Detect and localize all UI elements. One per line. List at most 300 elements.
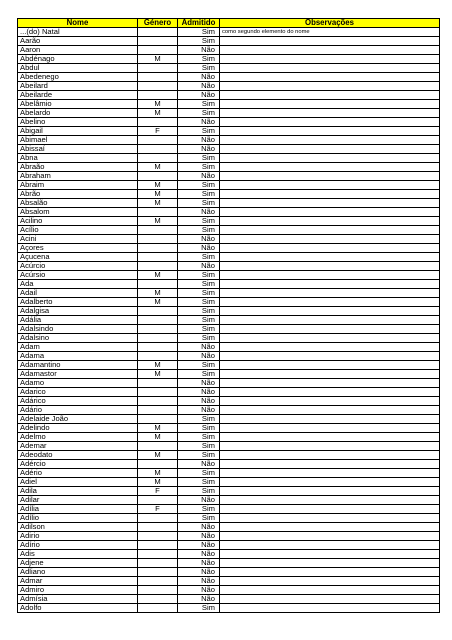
table-row: [18, 334, 440, 343]
cell-genero: M: [138, 100, 178, 109]
table-row: [18, 478, 440, 487]
cell-observacoes: [220, 325, 440, 334]
cell-admitido: Sim: [178, 154, 220, 163]
cell-observacoes: [220, 433, 440, 442]
cell-observacoes: [220, 370, 440, 379]
cell-genero: M: [138, 478, 178, 487]
cell-admitido: Sim: [178, 451, 220, 460]
cell-admitido: Sim: [178, 55, 220, 64]
cell-genero: F: [138, 487, 178, 496]
table-row: [18, 181, 440, 190]
cell-nome: Abdul: [18, 64, 138, 73]
table-row: [18, 199, 440, 208]
cell-genero: [138, 253, 178, 262]
cell-genero: M: [138, 433, 178, 442]
cell-observacoes: [220, 487, 440, 496]
cell-observacoes: [220, 469, 440, 478]
cell-admitido: Sim: [178, 478, 220, 487]
table-row: [18, 37, 440, 46]
cell-observacoes: [220, 352, 440, 361]
cell-observacoes: [220, 235, 440, 244]
names-table: [17, 18, 440, 613]
cell-observacoes: [220, 550, 440, 559]
cell-genero: [138, 235, 178, 244]
table-row: [18, 559, 440, 568]
cell-observacoes: [220, 415, 440, 424]
cell-nome: Abna: [18, 154, 138, 163]
cell-genero: [138, 406, 178, 415]
cell-genero: M: [138, 181, 178, 190]
cell-observacoes: [220, 334, 440, 343]
cell-genero: [138, 415, 178, 424]
cell-nome: Adjene: [18, 559, 138, 568]
cell-nome: Adamantino: [18, 361, 138, 370]
cell-genero: [138, 325, 178, 334]
table-row: [18, 424, 440, 433]
cell-admitido: Não: [178, 262, 220, 271]
cell-admitido: Sim: [178, 199, 220, 208]
table-row: [18, 496, 440, 505]
cell-observacoes: [220, 604, 440, 613]
cell-admitido: Não: [178, 235, 220, 244]
table-row: [18, 118, 440, 127]
cell-nome: Adércio: [18, 460, 138, 469]
table-row: [18, 235, 440, 244]
cell-observacoes: [220, 118, 440, 127]
cell-nome: Acúrsio: [18, 271, 138, 280]
cell-nome: Adério: [18, 469, 138, 478]
header-genero: Género: [138, 19, 178, 28]
cell-genero: [138, 46, 178, 55]
cell-observacoes: [220, 136, 440, 145]
cell-nome: Ademar: [18, 442, 138, 451]
cell-nome: Adilar: [18, 496, 138, 505]
cell-admitido: Não: [178, 343, 220, 352]
cell-admitido: Sim: [178, 163, 220, 172]
cell-observacoes: [220, 127, 440, 136]
cell-nome: Adilson: [18, 523, 138, 532]
cell-admitido: Não: [178, 586, 220, 595]
cell-observacoes: [220, 154, 440, 163]
cell-genero: M: [138, 361, 178, 370]
table-row: [18, 253, 440, 262]
cell-nome: Acilino: [18, 217, 138, 226]
cell-genero: [138, 496, 178, 505]
table-row: [18, 46, 440, 55]
header-nome: Nome: [18, 19, 138, 28]
cell-admitido: Sim: [178, 64, 220, 73]
cell-observacoes: [220, 55, 440, 64]
cell-observacoes: [220, 226, 440, 235]
table-row: [18, 388, 440, 397]
cell-observacoes: [220, 46, 440, 55]
cell-observacoes: [220, 343, 440, 352]
cell-admitido: Sim: [178, 127, 220, 136]
names-spreadsheet: [17, 18, 439, 613]
cell-admitido: Sim: [178, 442, 220, 451]
cell-nome: Açores: [18, 244, 138, 253]
cell-admitido: Não: [178, 91, 220, 100]
table-row: [18, 28, 440, 37]
cell-admitido: Sim: [178, 424, 220, 433]
cell-genero: [138, 226, 178, 235]
cell-observacoes: [220, 109, 440, 118]
cell-nome: Admísia: [18, 595, 138, 604]
cell-observacoes: [220, 541, 440, 550]
cell-nome: Absalom: [18, 208, 138, 217]
table-row: [18, 451, 440, 460]
table-row: [18, 541, 440, 550]
table-row: [18, 145, 440, 154]
table-row: [18, 64, 440, 73]
cell-observacoes: [220, 271, 440, 280]
cell-nome: Abimael: [18, 136, 138, 145]
table-row: [18, 109, 440, 118]
cell-observacoes: [220, 496, 440, 505]
cell-admitido: Não: [178, 523, 220, 532]
table-row: [18, 316, 440, 325]
table-row: [18, 154, 440, 163]
cell-genero: M: [138, 217, 178, 226]
cell-observacoes: [220, 37, 440, 46]
cell-nome: Adail: [18, 289, 138, 298]
cell-genero: [138, 379, 178, 388]
cell-admitido: Não: [178, 595, 220, 604]
cell-genero: [138, 595, 178, 604]
cell-admitido: Não: [178, 136, 220, 145]
cell-nome: Adila: [18, 487, 138, 496]
cell-observacoes: [220, 280, 440, 289]
table-row: [18, 514, 440, 523]
cell-admitido: Não: [178, 577, 220, 586]
table-row: [18, 172, 440, 181]
table-row: [18, 325, 440, 334]
cell-observacoes: [220, 253, 440, 262]
cell-observacoes: [220, 379, 440, 388]
cell-nome: Adliano: [18, 568, 138, 577]
cell-observacoes: [220, 316, 440, 325]
cell-admitido: Sim: [178, 181, 220, 190]
cell-genero: [138, 397, 178, 406]
cell-nome: Adália: [18, 316, 138, 325]
cell-genero: [138, 604, 178, 613]
table-row: [18, 370, 440, 379]
cell-nome: Adalsino: [18, 334, 138, 343]
cell-nome: Adelaide João: [18, 415, 138, 424]
cell-genero: M: [138, 271, 178, 280]
cell-nome: Adário: [18, 406, 138, 415]
cell-observacoes: [220, 388, 440, 397]
cell-nome: Adamastor: [18, 370, 138, 379]
cell-nome: Ada: [18, 280, 138, 289]
cell-admitido: Sim: [178, 487, 220, 496]
cell-nome: Acini: [18, 235, 138, 244]
cell-observacoes: [220, 289, 440, 298]
cell-observacoes: [220, 163, 440, 172]
cell-nome: Abelardo: [18, 109, 138, 118]
table-row: [18, 136, 440, 145]
cell-admitido: Não: [178, 244, 220, 253]
cell-genero: M: [138, 163, 178, 172]
table-row: [18, 595, 440, 604]
cell-admitido: Sim: [178, 469, 220, 478]
cell-admitido: Sim: [178, 325, 220, 334]
cell-admitido: Sim: [178, 271, 220, 280]
table-row: [18, 460, 440, 469]
cell-genero: M: [138, 109, 178, 118]
cell-observacoes: [220, 82, 440, 91]
table-row: [18, 217, 440, 226]
table-row: [18, 343, 440, 352]
table-row: [18, 397, 440, 406]
cell-admitido: Não: [178, 352, 220, 361]
table-row: [18, 262, 440, 271]
cell-genero: M: [138, 55, 178, 64]
cell-genero: [138, 262, 178, 271]
table-row: [18, 244, 440, 253]
table-row: [18, 415, 440, 424]
cell-admitido: Não: [178, 388, 220, 397]
table-row: [18, 352, 440, 361]
table-row: [18, 361, 440, 370]
cell-observacoes: [220, 262, 440, 271]
cell-admitido: Sim: [178, 415, 220, 424]
cell-admitido: Sim: [178, 37, 220, 46]
cell-admitido: Não: [178, 496, 220, 505]
cell-genero: M: [138, 199, 178, 208]
cell-genero: [138, 532, 178, 541]
cell-genero: F: [138, 127, 178, 136]
table-row: [18, 604, 440, 613]
table-row: [18, 568, 440, 577]
cell-nome: Abraim: [18, 181, 138, 190]
cell-genero: [138, 73, 178, 82]
cell-nome: Admiro: [18, 586, 138, 595]
cell-genero: [138, 388, 178, 397]
cell-genero: [138, 568, 178, 577]
cell-observacoes: [220, 100, 440, 109]
table-row: [18, 487, 440, 496]
cell-nome: Adalberto: [18, 298, 138, 307]
cell-admitido: Não: [178, 406, 220, 415]
cell-genero: [138, 559, 178, 568]
cell-admitido: Não: [178, 559, 220, 568]
cell-observacoes: [220, 559, 440, 568]
cell-genero: [138, 352, 178, 361]
cell-observacoes: [220, 406, 440, 415]
table-row: [18, 208, 440, 217]
cell-admitido: Não: [178, 46, 220, 55]
cell-admitido: Sim: [178, 334, 220, 343]
cell-admitido: Não: [178, 460, 220, 469]
table-row: [18, 226, 440, 235]
cell-observacoes: [220, 73, 440, 82]
cell-nome: Adiel: [18, 478, 138, 487]
table-row: [18, 550, 440, 559]
cell-genero: [138, 37, 178, 46]
table-row: [18, 289, 440, 298]
cell-genero: [138, 172, 178, 181]
cell-admitido: Sim: [178, 289, 220, 298]
cell-genero: [138, 586, 178, 595]
cell-genero: [138, 208, 178, 217]
cell-admitido: Sim: [178, 307, 220, 316]
cell-nome: Abeilarde: [18, 91, 138, 100]
table-row: [18, 55, 440, 64]
cell-nome: Adama: [18, 352, 138, 361]
cell-admitido: Sim: [178, 604, 220, 613]
cell-genero: [138, 154, 178, 163]
cell-nome: Adelmo: [18, 433, 138, 442]
cell-genero: M: [138, 289, 178, 298]
cell-nome: Abelâmio: [18, 100, 138, 109]
cell-genero: [138, 514, 178, 523]
table-row: [18, 91, 440, 100]
cell-admitido: Não: [178, 82, 220, 91]
cell-genero: [138, 118, 178, 127]
header-observacoes: Observações: [220, 19, 440, 28]
cell-genero: [138, 145, 178, 154]
cell-admitido: Não: [178, 532, 220, 541]
cell-observacoes: como segundo elemento do nome: [220, 28, 440, 37]
cell-genero: [138, 343, 178, 352]
cell-genero: [138, 136, 178, 145]
cell-observacoes: [220, 514, 440, 523]
table-row: [18, 280, 440, 289]
cell-genero: [138, 307, 178, 316]
cell-admitido: Sim: [178, 28, 220, 37]
cell-genero: F: [138, 505, 178, 514]
cell-genero: [138, 82, 178, 91]
table-row: [18, 190, 440, 199]
cell-admitido: Não: [178, 568, 220, 577]
table-row: [18, 442, 440, 451]
cell-nome: Abraham: [18, 172, 138, 181]
cell-genero: [138, 280, 178, 289]
cell-admitido: Sim: [178, 100, 220, 109]
cell-observacoes: [220, 523, 440, 532]
cell-nome: Adeodato: [18, 451, 138, 460]
cell-genero: M: [138, 370, 178, 379]
cell-nome: Adis: [18, 550, 138, 559]
cell-nome: Adárico: [18, 397, 138, 406]
cell-admitido: Não: [178, 145, 220, 154]
cell-genero: [138, 577, 178, 586]
table-row: [18, 73, 440, 82]
cell-observacoes: [220, 577, 440, 586]
table-row: [18, 82, 440, 91]
header-admitido: Admitido: [178, 19, 220, 28]
cell-nome: Adolfo: [18, 604, 138, 613]
cell-genero: [138, 91, 178, 100]
cell-observacoes: [220, 91, 440, 100]
cell-admitido: Sim: [178, 370, 220, 379]
cell-admitido: Não: [178, 172, 220, 181]
cell-observacoes: [220, 208, 440, 217]
cell-genero: [138, 541, 178, 550]
cell-genero: M: [138, 298, 178, 307]
cell-genero: [138, 550, 178, 559]
cell-observacoes: [220, 532, 440, 541]
cell-nome: Aaron: [18, 46, 138, 55]
table-row: [18, 586, 440, 595]
cell-admitido: Não: [178, 379, 220, 388]
cell-nome: Adamo: [18, 379, 138, 388]
cell-genero: [138, 64, 178, 73]
cell-admitido: Sim: [178, 433, 220, 442]
table-row: [18, 406, 440, 415]
cell-genero: [138, 523, 178, 532]
table-row: [18, 127, 440, 136]
cell-nome: Abraão: [18, 163, 138, 172]
cell-nome: Acílio: [18, 226, 138, 235]
cell-nome: Adalsindo: [18, 325, 138, 334]
cell-genero: M: [138, 469, 178, 478]
table-row: [18, 532, 440, 541]
cell-nome: Adelindo: [18, 424, 138, 433]
cell-genero: [138, 334, 178, 343]
table-row: [18, 433, 440, 442]
cell-observacoes: [220, 505, 440, 514]
cell-nome: Abissaí: [18, 145, 138, 154]
table-row: [18, 505, 440, 514]
cell-nome: Adalgisa: [18, 307, 138, 316]
cell-nome: Adílio: [18, 514, 138, 523]
cell-genero: M: [138, 451, 178, 460]
cell-admitido: Sim: [178, 109, 220, 118]
cell-nome: Adírio: [18, 541, 138, 550]
cell-genero: [138, 28, 178, 37]
table-row: [18, 523, 440, 532]
cell-nome: Abeilard: [18, 82, 138, 91]
cell-observacoes: [220, 145, 440, 154]
cell-admitido: Não: [178, 118, 220, 127]
cell-nome: Adam: [18, 343, 138, 352]
cell-observacoes: [220, 595, 440, 604]
cell-observacoes: [220, 397, 440, 406]
header-row: [18, 19, 440, 28]
cell-admitido: Sim: [178, 505, 220, 514]
cell-observacoes: [220, 298, 440, 307]
cell-observacoes: [220, 172, 440, 181]
table-row: [18, 307, 440, 316]
cell-observacoes: [220, 244, 440, 253]
cell-admitido: Não: [178, 208, 220, 217]
cell-genero: [138, 442, 178, 451]
cell-observacoes: [220, 199, 440, 208]
cell-nome: Acúrcio: [18, 262, 138, 271]
table-row: [18, 100, 440, 109]
cell-nome: Absalão: [18, 199, 138, 208]
cell-observacoes: [220, 190, 440, 199]
cell-observacoes: [220, 217, 440, 226]
cell-nome: Abelino: [18, 118, 138, 127]
cell-nome: Aarão: [18, 37, 138, 46]
table-header: [18, 19, 440, 28]
cell-observacoes: [220, 451, 440, 460]
cell-admitido: Sim: [178, 514, 220, 523]
cell-nome: Adarico: [18, 388, 138, 397]
cell-observacoes: [220, 586, 440, 595]
cell-admitido: Não: [178, 550, 220, 559]
cell-genero: [138, 460, 178, 469]
cell-admitido: Sim: [178, 217, 220, 226]
cell-nome: Abigail: [18, 127, 138, 136]
table-row: [18, 379, 440, 388]
table-row: [18, 271, 440, 280]
cell-genero: M: [138, 424, 178, 433]
table-row: [18, 469, 440, 478]
